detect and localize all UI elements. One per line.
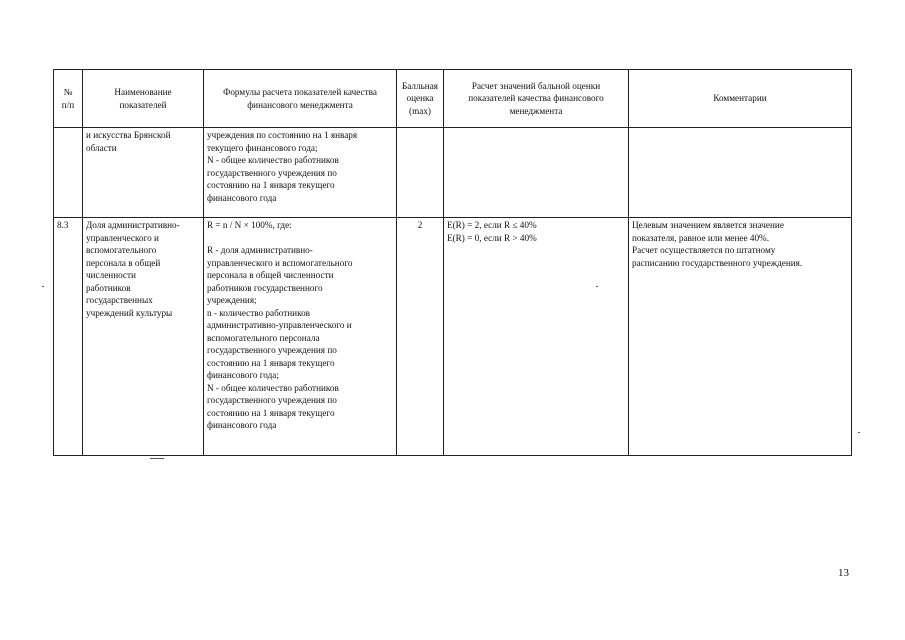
row-indicator-name: и искусства Брянской области	[83, 128, 204, 218]
row-formula: учреждения по состоянию на 1 января текущего финансового года; N - общее количество работников государственного учреждения по состоянию на 1 января текущего финансового года	[204, 128, 397, 218]
page-number: 13	[838, 567, 849, 579]
row-score	[397, 128, 444, 218]
header-number: № п/п	[54, 70, 83, 128]
row-number	[54, 128, 83, 218]
scan-speck	[596, 286, 598, 287]
scan-speck	[150, 458, 164, 459]
row-formula: R = n / N × 100%, где: R - доля административно- управленческого и вспомогательного персонала в общей численности работников государственного учреждения; n - количество работников административно-управленческого и вспомогательного персонала государственного учреждения по состоянию на 1 января текущего финансового года; N - общее количество работников государственного учреждения по состоянию на 1 января текущего финансового года	[204, 218, 397, 456]
row-comment	[629, 128, 852, 218]
row-indicator-name: Доля административно- управленческого и вспомогательного персонала в общей численности работников государственных учреждений культуры	[83, 218, 204, 456]
table-row	[54, 218, 852, 456]
row-comment: Целевым значением является значение показателя, равное или менее 40%. Расчет осуществляется по штатному расписанию государственного учреждения.	[629, 218, 852, 456]
table-header-row	[54, 70, 852, 128]
header-formula: Формулы расчета показателей качества финансового менеджмента	[204, 70, 397, 128]
scan-speck	[858, 432, 860, 433]
header-calculation: Расчет значений бальной оценки показателей качества финансового менеджмента	[444, 70, 629, 128]
row-score: 2	[397, 218, 444, 456]
indicators-table	[53, 69, 852, 456]
header-score: Балльная оценка (max)	[397, 70, 444, 128]
table-row	[54, 128, 852, 218]
header-comments: Комментарии	[629, 70, 852, 128]
row-calculation	[444, 128, 629, 218]
header-indicator-name: Наименование показателей	[83, 70, 204, 128]
scan-speck	[42, 286, 44, 287]
row-number: 8.3	[54, 218, 83, 456]
row-calculation: E(R) = 2, если R ≤ 40% E(R) = 0, если R > 40%	[444, 218, 629, 456]
